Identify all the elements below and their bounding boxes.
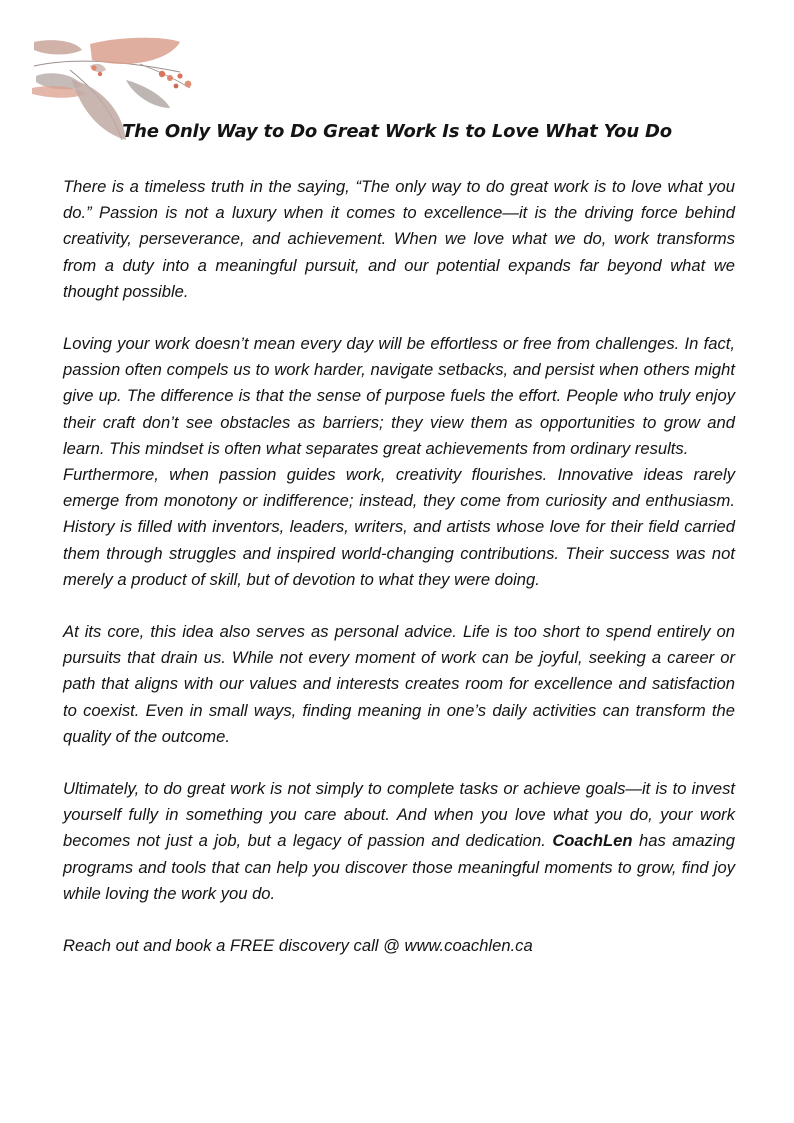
document-body: [63, 174, 735, 959]
paragraph-challenges: Loving your work doesn’t mean every day will be effortless or free from challenges. In fact, passion often compels us to work harder, navigate setbacks, and persist when others might give up. The difference is that the sense of purpose fuels the effort. People who truly enjoy their craft don’t see obstacles as barriers; they view them as opportunities to grow and learn. This mindset is often what separates great achievements from ordinary results.: [63, 334, 735, 458]
brand-name: CoachLen: [552, 831, 633, 851]
paragraph-spacer: [63, 750, 735, 776]
paragraph-intro: There is a timeless truth in the saying, “The only way to do great work is to love what you do.” Passion is not a luxury when it comes to excellence—it is the driving force behind creativity, perseverance, and achievement. When we love what we do, work transforms from a duty into a meaningful pursuit, and our potential expands far beyond what we thought possible.: [63, 177, 735, 301]
closing-text-end: has amazing programs and tools that can help you discover those meaningful moments to grow, find joy while loving the work you do.: [63, 831, 735, 903]
paragraph-spacer: [63, 593, 735, 619]
paragraph-personal-advice: At its core, this idea also serves as personal advice. Life is too short to spend entirely on pursuits that drain us. While not every moment of work can be joyful, seeking a career or path that aligns with our values and interests creates room for excellence and satisfaction to coexist. Even in small ways, finding meaning in one’s daily activities can transform the quality of the outcome.: [63, 622, 735, 746]
paragraph-closing: [63, 776, 735, 907]
paragraph-spacer: [63, 907, 735, 933]
document-title: The Only Way to Do Great Work Is to Love What You Do: [122, 121, 672, 142]
paragraph-spacer: [63, 305, 735, 331]
paragraph-creativity: Furthermore, when passion guides work, creativity flourishes. Innovative ideas rarely emerge from monotony or indifference; instead, they come from curiosity and enthusiasm. History is filled with inventors, leaders, writers, and artists whose love for their field carried them through struggles and inspired world-changing contributions. Their success was not merely a product of skill, but of devotion to what they were doing.: [63, 465, 735, 589]
closing-text-start: Ultimately, to do great work is not simply to complete tasks or achieve goals—it is to invest yourself fully in something you care about. And when you love what you do, your work becomes not just a job, but a legacy of passion and dedication.: [63, 779, 735, 851]
call-to-action: Reach out and book a FREE discovery call @ www.coachlen.ca: [63, 936, 533, 956]
